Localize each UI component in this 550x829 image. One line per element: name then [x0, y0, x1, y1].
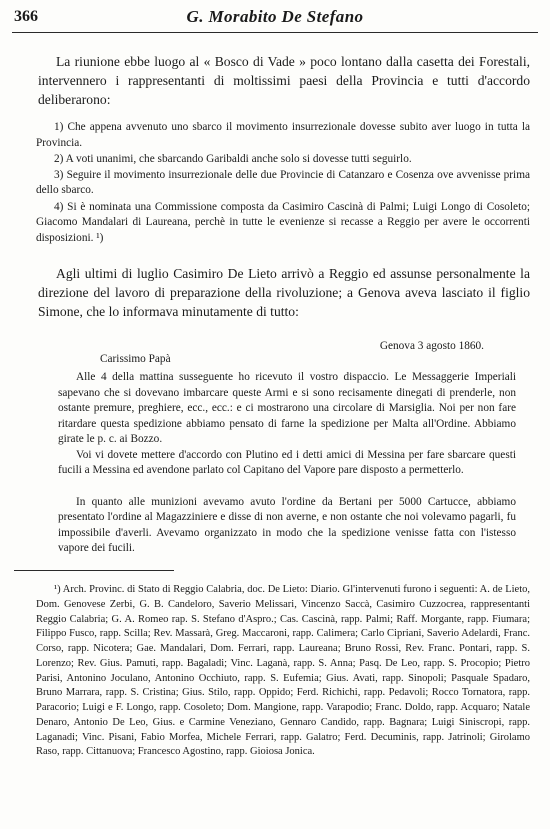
footnote-rule [14, 570, 174, 571]
letter-paragraph-2: Voi vi dovete mettere d'accordo con Plutino ed i detti amici di Messina per fare sbarcare questi fucili a Messina ed avendone parlato col Capitano del Vapore pare disposto a permetterlo. [58, 448, 516, 476]
page-number: 366 [14, 8, 38, 25]
running-head: G. Morabito De Stefano [186, 7, 364, 26]
letter-salutation: Carissimo Papà [100, 353, 171, 365]
resolution-4: 4) Si è nominata una Commissione composta da Casimiro Cascinà di Palmi; Luigi Longo di Cosoleto; Giacomo Mandalari di Laureana, perchè in tutte le evenienze si recasse a Reggio per avere le occorrenti disposizioni. ¹) [36, 200, 530, 244]
letter-paragraph-3: In quanto alle munizioni avevamo avuto l'ordine da Bertani per 5000 Cartucce, abbiamo presentato l'ordine al Magazziniere e disse di non averne, e non ostante che noi volevamo pagarli, fu impossibile d'averli. Avevamo organizzato in modo che la spedizione venisse fatta con l'istesso vapore dei fucili. [58, 495, 516, 554]
letter-paragraph-1: Alle 4 della mattina susseguente ho ricevuto il vostro dispaccio. Le Messaggerie Imperiali sapevano che si dovevano imbarcare queste Armi e si sono recisamente dinegati di prenderle, non ostante premure, preghiere, ecc., ecc.: e ci mostrarono una circolare di Marsiglia. Noi per non fare ritardare questa spedizione abbiamo pensato di farne la spedizione per Malta all'Ordine. Abbiamo girate le p. c. ai Bozzo. [58, 371, 516, 445]
page-header [12, 6, 538, 33]
footnote: ¹) Arch. Provinc. di Stato di Reggio Calabria, doc. De Lieto: Diario. Gl'intervenuti furono i seguenti: A. de Lieto, Dom. Genovese Zerbi, G. B. Candeloro, Saverio Melissari, Vincenzo Saccà, Casimiro Cuzzocrea, rappresentanti Reggio Calabria; G. A. Romeo rap. S. Stefano d'Aspro.; Cas. Cascinà, rapp. Palmi; Raff. Morgante, rapp. Fiumara; Filippo Fusco, rapp. Scilla; Rev. Massarà, Greg. Maccaroni, rapp. Calimera; Carlo Cipriani, Saverio Adelardi, Franc. Corso, rapp. Nicotera; Gae. Mandalari, Dom. Ferrari, rapp. Laureana; Bruno Rossi, Rev. Franc. Pontari, rapp. S. Lorenzo; Rev. Gius. Pamuti, rapp. Bagaladi; Vinc. Laganà, rapp. S. Anna; Pasq. De Leo, rapp. S. Procopio; Pietro Parisi, Antonino Joculano, Antonino Occhiuto, rapp. S. Eufemia; Gius. Avati, rapp. Sinopoli; Pasquale Spadaro, Bruno Marrara, rapp. S. Cristina; Gius. Stilo, rapp. Oppido; Ferd. Richichi, rapp. Pedavoli; Rocco Tornatora, rapp. Paracorio; Luigi e F. Longo, rapp. Cosoleto; Dom. Mangione, rapp. Varapodio; Franc. Doldo, rapp. Acquaro; Natale Denaro, Antonio De Leo, Gius. e Carmine Veneziano, Gennaro Candido, rapp. Bagnara; Luigi Siniscropi, rapp. Laganadi; Vinc. Pisani, Fabio Morfea, Michele Ferrari, rapp. Galatro; Ferd. Decuminis, rapp. Jatrinoli; Girolamo Raso, rapp. Cittanuova; Francesco Agostino, rapp. Gioiosa Jonica. [36, 584, 530, 758]
resolution-3: 3) Seguire il movimento insurrezionale delle due Provincie di Catanzaro e Cosenza ove avvenisse prima dello sbarco. [36, 168, 530, 196]
narrative-paragraph: Agli ultimi di luglio Casimiro De Lieto arrivò a Reggio ed assunse personalmente la direzione del lavoro di preparazione della rivoluzione; a Genova aveva lasciato il figlio Simone, che lo informava minutamente di tutto: [38, 266, 530, 319]
resolution-2: 2) A voti unanimi, che sbarcando Garibaldi anche solo si dovesse tutti seguirlo. [54, 152, 412, 165]
intro-paragraph: La riunione ebbe luogo al « Bosco di Vade » poco lontano dalla casetta dei Forestali, intervennero i rappresentanti di moltissimi paesi della Provincia e tutti d'accordo deliberarono: [38, 54, 530, 107]
letter-dateline: Genova 3 agosto 1860. [379, 340, 484, 352]
resolution-1: 1) Che appena avvenuto uno sbarco il movimento insurrezionale dovesse subito aver luogo in tutta la Provincia. [36, 121, 530, 149]
